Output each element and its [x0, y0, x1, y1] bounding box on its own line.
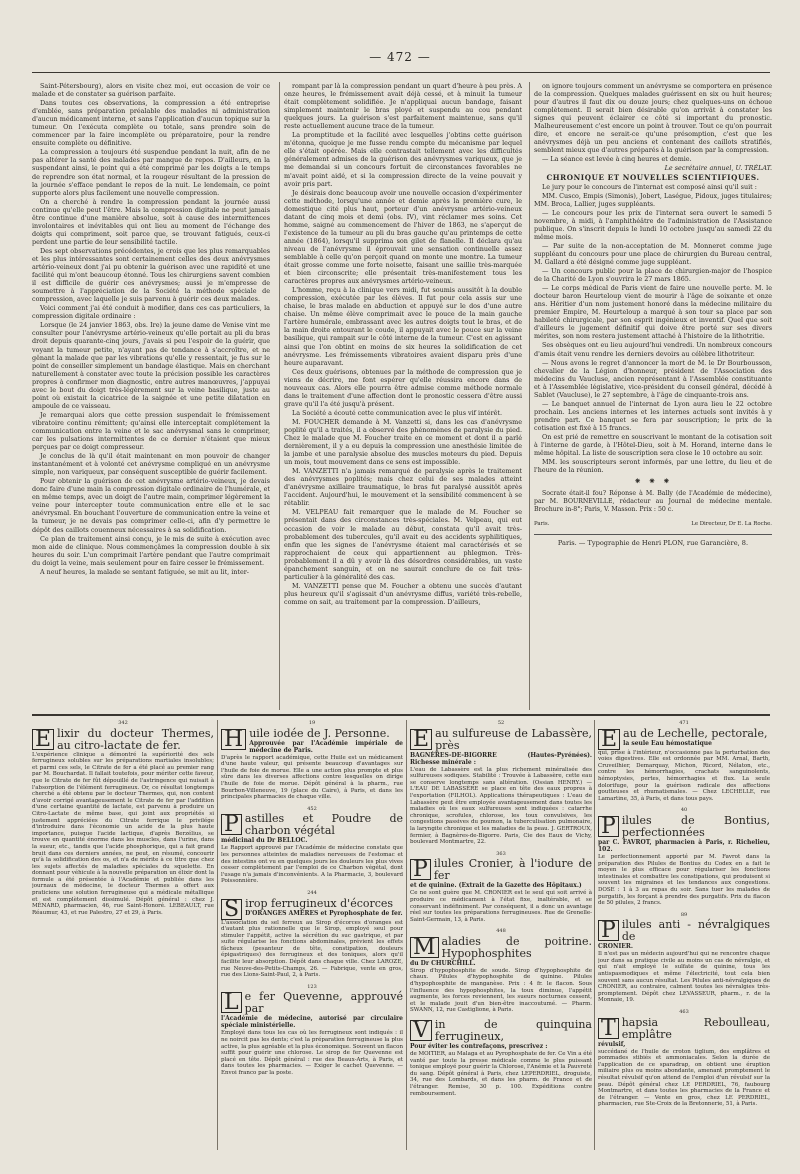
paragraph: M. FOUCHER demande à M. Vanzetti si, dans les cas d'anévrysme poplité qu'il a traités, il a observé des phénomènes de paralysie du pied. Chez le malade que M. Foucher traite en ce moment et dont il a parlé dernièrement, il y a eu depuis la compression une anesthésie limitée de la jambe et une paralysie absolue des muscles moteurs du pied. Depuis un mois, tout mouvement dans ce sens est impossible.	[284, 417, 522, 467]
ads-divider	[217, 720, 218, 1150]
advertisement	[32, 720, 214, 916]
ad-number: 40	[680, 807, 688, 814]
advertisement	[598, 1009, 770, 1108]
ads-divider	[594, 720, 595, 1150]
advertisement	[598, 807, 770, 906]
paragraph: L'homme, reçu à la clinique vers midi, fut soumis aussitôt à la double compression, exécutée par les élèves. Il fut pour cela assis sur une chaise, le bras malade en abduction et appuyé sur le dos d'une autre chaise. Un même élève comprimait avec le pouce de la main gauche l'artère humérale, embrassant avec les autres doigts tout le bras, et de la main droite entourant le coude, il appuyait avec le pouce sur la veine basilique, qui rampait sur le côté interne de la tumeur. C'est en agissant ainsi que l'on obtint en moins de six heures la solidification de cet anévrysme. Les frémissements vibratoires avaient disparu près d'une heure auparavant.	[284, 286, 522, 367]
news-item: On est prié de remettre en souscrivant le montant de la cotisation soit à l'interne de garde, à l'Hôtel-Dieu, soit à M. Horand, interne dans le même hôpital. La liste de souscription sera close le 10 octobre au soir.	[534, 432, 772, 458]
ad-subtitle: médicinal du Dr BELLOC.	[221, 837, 308, 845]
ad-initial: S	[221, 899, 242, 920]
ad-title: au de Lechelle, pectorale,	[623, 726, 768, 740]
news-item: — Le corps médical de Paris vient de faire une nouvelle perte. M. le docteur baron Heurteloup vient de mourir à l'âge de soixante et onze ans. Héritier d'un nom justement honoré dans la médecine militaire du premier Empire, M. Heurteloup a marqué à son tour sa place par son habileté chirurgicale, par son esprit ingénieux et inventif. Quel que soit d'ailleurs le jugement définitif qui doive être porté sur ses divers mérites, son nom restera justement attaché à l'histoire de la lithotritie.	[534, 284, 772, 341]
ad-body: L'eau de Labassère est la plus richement minéralisée des sulfureuses sodiques. Stabilité : Trouvée à Labassère, cette eau se conserve longtemps sans altération. (Ossian HENRY.) — L'EAU DE LABASSÈRE se place en tête des eaux propres à l'exportation (FILHOL). Applications thérapeutiques : L'eau de Labassère peut être employée avantageusement dans toutes les maladies où les eaux sulfureuses sont indiquées : catarrhe chronique, scrofules, chlorose, les toux convulsives, les congestions passives du poumon, la tuberculisation pulmonaire, la laryngite chronique et les maladies de la peau. J. GERTROUX, fermier, à Bagnères-de-Bigorre. Paris, Cie des Eaux de Vichy, boulevard Montmartre, 22.	[410, 766, 592, 846]
paragraph: — La séance est levée à cinq heures et demie.	[542, 155, 692, 164]
ad-initial: P	[221, 814, 242, 835]
ad-number: 363	[496, 850, 506, 857]
news-item: MM. les souscripteurs seront informés, par une lettre, du lieu et de l'heure de la réunion.	[534, 458, 772, 475]
ad-subtitle: et de quinine. (Extrait de la Gazette des Hôpitaux.)	[410, 882, 582, 890]
ad-initial: T	[598, 1018, 619, 1039]
news-item: — Le concours pour les prix de l'internat sera ouvert le samedi 5 novembre, à midi, à l'amphithéâtre de l'administration de l'Assistance publique. On s'inscrit depuis le lundi 10 octobre jusqu'au samedi 22 du même mois.	[534, 208, 772, 241]
ad-number: 463	[679, 1009, 689, 1016]
paragraph: on ignore toujours comment un anévrysme se comportera en présence de la compression. Quelques malades guérissent en six ou huit heures; pour d'autres il faut dix ou douze jours; chez quelques-uns on échoue complètement. Il serait bien désirable qu'on arrivât à constater les signes qui peuvent éclairer ce côté si important du pronostic. Malheureusement c'est encore un point à trouver. Tout ce qu'on pourrait dire, et encore ne serait-ce qu'une présomption, c'est que les anévrysmes déjà un peu anciens et contenant des caillots stratifiés, semblent mieux que d'autres préparés à la guérison par la compression.	[534, 82, 772, 155]
ad-subtitle: Approuvée par l'Académie impériale de médecine de Paris.	[249, 739, 403, 754]
ad-initial: P	[598, 920, 619, 941]
ad-initial: P	[410, 859, 431, 880]
ad-number: 471	[679, 720, 689, 726]
news-item: Le jury pour le concours de l'internat est composé ainsi qu'il suit :	[542, 182, 757, 191]
paragraph: Des sept observations précédentes, je crois que les plus remarquables et les plus intéressantes sont certainement celles des deux anévrysmes artério-veineux dont j'ai pu obtenir la guérison avec une rapidité et une facilité qui m'ont beaucoup étonné. Tous les chirurgiens savent combien il est difficile de guérir ces anévrysmes; aussi je m'empresse de soumettre à l'appréciation de la Société la méthode spéciale de compression, avec laquelle je suis parvenu à guérir ces deux malades.	[32, 246, 270, 304]
news-item: Ses obsèques ont eu lieu aujourd'hui vendredi. Un nombreux concours d'amis était venu rendre les derniers devoirs au célèbre lithotriteur.	[534, 341, 772, 358]
news-item: — Un concours public pour la place de chirurgien-major de l'hospice de la Charité de Lyon s'ouvrira le 27 mars 1865.	[534, 267, 772, 284]
paragraph: rompant par là la compression pendant un quart d'heure à peu près. A onze heures, le frémissement avait déjà cessé, et à minuit la tumeur était complètement solidifiée. Je n'appliquai aucun bandage, faisant simplement maintenir le bras ployé et suspendu au cou pendant quelques jours. La guérison s'est parfaitement maintenue, sans qu'il reste actuellement aucune trace de la tumeur.	[284, 82, 522, 131]
ad-body: Le perfectionnement apporté par M. Favrot dans la préparation des Pilules de Bontius du Codex en a fait le moyen le plus efficace pour régulariser les fonctions intestinales et combattre les constipations, qui produisent si souvent les migraines et les tendances aux congestions. DOSE : 1 à 3 au repas du soir. Sans tuer les malades de purgatifs, les forçant à prendre des purgatifs. Prix du flacon de 50 pilules, 2 francs.	[598, 853, 770, 907]
advertisement	[221, 806, 403, 885]
ad-headline	[598, 1017, 770, 1041]
ad-title: ilules anti - névralgiques de	[621, 918, 770, 944]
ads-column-1	[32, 720, 214, 1150]
news-item: — Par suite de la non-acceptation de M. Monneret comme juge suppléant du concours pour une place de chirurgien du Bureau central, M. Gallard a été désigné comme juge suppléant.	[534, 241, 772, 266]
ad-headline	[598, 919, 770, 943]
ad-headline	[221, 813, 403, 837]
ad-subtitle: D'ORANGES AMÈRES et Pyrophosphate de fer.	[245, 909, 403, 917]
ad-headline	[221, 991, 403, 1015]
ad-number: 342	[118, 720, 128, 726]
secretary-signature: Le secrétaire annuel, U. TRÉLAT.	[664, 164, 772, 173]
ad-body: Il n'est pas un médecin aujourd'hui qui ne rencontre chaque jour dans sa pratique civile au moins un cas de névralgie, et qui n'ait employé le sulfate de quinine, tous les antispasmodiques et même l'électricité, tout cela bien souvent sans aucun résultat. Les Pilules anti-névralgiques de CRONIER, au contraire, calment toutes les névralgies très-promptement. Dépôt chez LEVASSEUR, pharm., r. de la Monnaie, 19.	[598, 951, 770, 1004]
column-1	[32, 82, 270, 710]
ad-body: Ce ne sont guère que M. CRONIER est le seul qui soit arrivé à produire ce médicament à l'état fixe, inaltérable, et se conservant indéfiniment. Par conséquent, il a donc un avantage réel sur toutes les préparations ferrugineuses. Rue de Grenelle-Saint-Germain, 13, à Paris.	[410, 890, 592, 923]
paragraph: Ces deux guérisons, obtenues par la méthode de compression que je viens de décrire, me font espérer qu'elle réussira encore dans de nouveaux cas. Alors elle pourra être admise comme méthode normale dans le traitement d'une affection dont le pronostic cessera d'être aussi grave qu'il l'a été jusqu'à présent.	[284, 367, 522, 408]
paragraph: On a cherché à rendre la compression pendant la journée aussi continue qu'elle peut l'être. Mais la compression digitale ne peut jamais être continue d'une manière absolue, soit à cause des intermittences involontaires et inévitables qui ont lieu au moment de l'échange des doigts qui compriment, soit parce que, se trouvant fatigués, ceux-ci perdent une partie de leur sensibilité tactile.	[32, 197, 270, 246]
advertisement	[410, 1019, 592, 1097]
ad-title: ilules de Bontius, perfectionnées	[621, 813, 770, 839]
column-2	[284, 82, 522, 710]
paragraph: Je remarquai alors que cette pression suspendait le frémissement vibratoire continu rémittent; qu'ainsi elle interceptait complétement la communication entre la veine et le sac anévrysmal sans le comprimer, car les pulsations intermittentes de ce dernier n'étaient que mieux perçues par ce doigt compresseur.	[32, 410, 270, 452]
ad-title: lixir du docteur Thermes, au citro-lactate de fer.	[57, 726, 214, 752]
ad-subtitle: l'Académie de médecine, autorisé par circulaire spéciale ministérielle.	[221, 1015, 403, 1030]
ad-initial: E	[32, 729, 54, 750]
column-divider	[529, 82, 530, 710]
ad-number: 52	[497, 720, 505, 726]
printer-line: Paris. — Typographie de Henri PLON, rue Garancière, 8.	[534, 534, 772, 547]
ad-title: uile iodée de J. Personne.	[249, 726, 390, 740]
ad-body: Sirop d'hypophosphite de soude. Sirop d'hypophosphite de chaux. Pilules d'hypophosphite de quinine. Pilules d'hypophosphite de manganèse. Prix : 4 fr. le flacon. Sous l'influence des hypophosphites, la toux diminue, l'appétit augmente, les forces reviennent, les sueurs nocturnes cessent, et le malade jouit d'un bien-être inaccoutumé. — Pharm. SWANN, 12, rue Castiglione, à Paris.	[410, 967, 592, 1014]
footer-line	[534, 520, 772, 528]
ads-divider	[406, 720, 407, 1150]
ad-initial: H	[221, 729, 246, 750]
ad-body: D'après le rapport académique, cette Huile est un médicament d'une haute valeur, qui présente beaucoup d'avantages sur l'huile de foie de morue. Elle a une action plus prompte et plus sûre dans les diverses affections contre lesquelles on dirige l'huile de foie de morue. Dépôt général à la pharm., rue Bourbon-Villeneuve, 19 (place du Caire), à Paris, et dans les principales pharmacies de chaque ville.	[221, 754, 403, 801]
ad-body: succédané de l'huile de croton tiglium, des emplâtres et pommades stibiés et ammoniacales. Selon la durée de l'application de ce sparadrap, on obtient une éruption miliaire plus ou moins abondante, amenant promptement le résultat révulsif qu'on attend de l'emploi d'un révulsif sur la peau. Dépôt général chez LE PERDRIEL, 76, faubourg Montmartre, et dans toutes les pharmacies de la France et de l'étranger. — Vente en gros, chez LE PERDRIEL, pharmacien, rue Ste-Croix de la Bretonnerie, 51, à Paris.	[598, 1048, 770, 1108]
ad-title: irop ferrugineux d'écorces	[245, 896, 394, 910]
news-item: MM. Cusco, Empis (Simonis), Jobert, Laségue, Pidoux, juges titulaires; MM. Broca, Lallier, juges suppléants.	[534, 191, 772, 208]
paragraph: Je désirais donc beaucoup avoir une nouvelle occasion d'expérimenter cette méthode, lorsqu'une année et demie après la première cure, le domestique cité plus haut, porteur d'un anévrysme artério-veineux datant de cinq mois et demi (obs. IV), vint réclamer mes soins. Cet homme, saigné au commencement de l'hiver de 1863, ne s'aperçut de l'existence de la tumeur au pli du bras gauche qu'au printemps de cette année (1864), lorsqu'il supprima son gilet de flanelle. Il déclara qu'au niveau de l'anévrysme il éprouvait une sensation continuelle assez semblable à celle qu'on perçoit quand on monte une montre. La tumeur était grosse comme une forte noisette, faisant une saillie très-marquée et bien circonscrite; elle présentait très-manifestement tous les caractères propres aux anévrysmes artério-veineux.	[284, 188, 522, 286]
advertisement	[221, 890, 403, 979]
paragraph: M. VANZETTI n'a jamais remarqué de paralysie après le traitement des anévrysmes poplités; mais chez celui de ses malades atteint d'anévrysme axillaire traumatique, le bras fut paralysé aussitôt après l'accident. Aujourd'hui, le mouvement et la sensibilité commencent à se rétablir.	[284, 467, 522, 508]
paragraph: La Société a écouté cette communication avec le plus vif intérêt.	[292, 408, 503, 417]
ads-column-3	[410, 720, 592, 1150]
ad-body: L'expérience clinique a démontré la supériorité des sels ferrugineux solubles sur les préparations martiales insolubles; et parmi ces sels, le Citrate de fer a été placé au premier rang par M. Bouchardat. Il fallait toutefois, pour mériter cette faveur, que le Citrate de fer fût dépouillé de l'astringence qui nuisait à l'absorption de l'élément ferrugineux. Or, ce résultat longtemps cherché a été obtenu par le docteur Thermes, qui, non content d'avoir corrigé avantageusement le Citrate de fer par l'addition d'une certaine quantité de lactate, est parvenu à produire un Citro-Lactate de même base, qui joint aux propriétés si justement appréciées du Citrate ferrique le privilége d'introduire dans l'économie un acide de la plus haute importance, puisque l'acide lactique, d'après Berzélius, se trouve en quantité énorme dans les muscles, dans l'urine, dans la sueur, etc., tandis que l'acide phosphorique, qui a fait grand bruit dans ces derniers années, ne peut, en résumé, concourir qu'à la solidification des os, et n'a de mérite à ce titre que chez les sujets affectés de maladies spéciales du squelette. En donnant pour véhicule à la nouvelle préparation un élixir dont la formule a été présentée à l'Académie et publiée dans les journaux de médecine, le docteur Thermes a offert aux praticiens une solution ferrugineuse qui a médicale métallique et est complètement dissimulé. Dépôt général : chez J. MÉNARD, pharmacien, 46, rue Saint-Honoré. LEBEAULT, rue Réaumur, 43, et rue Palestro, 27 et 29, à Paris.	[32, 751, 214, 916]
ad-subtitle: révulsif,	[598, 1040, 626, 1048]
books-received: Socrate était-il fou? Réponse à M. Bally (de l'Académie de médecine), par M. BOURNEVILLE, rédacteur au Journal de médecine mentale. Brochure in-8°; Paris, V. Masson. Prix : 50 c.	[534, 490, 772, 514]
ads-column-4	[598, 720, 770, 1150]
advertisement	[598, 912, 770, 1004]
advertisement	[410, 928, 592, 1014]
paragraph: La compression a toujours été suspendue pendant la nuit, afin de ne pas altérer la santé des malades par manque de repos. D'ailleurs, en la suspendant ainsi, le point qui a été comprimé par les doigts a le temps de reprendre son état normal, et la rougeur résultant de la pression de la journée s'efface pendant le repos de la nuit. Le lendemain, ce point supporte alors plus facilement une nouvelle compression.	[32, 148, 270, 197]
ad-number: 123	[307, 983, 317, 990]
footer-left: Paris.	[534, 521, 550, 528]
paragraph: La promptitude et la facilité avec lesquelles j'obtins cette guérison m'étonna, quoique je me fusse rendu compte du mécanisme par lequel elle s'était opérée. Mais elle contrastait tellement avec les difficultés généralement admises de la guérison des anévrysmes variqueux, que je me demandai si un concours fortuit de circonstances favorables ne m'avait point aidé, et si la compression directe de la veine pouvait y avoir pris part.	[284, 131, 522, 188]
advertisement	[598, 720, 770, 802]
section-title: CHRONIQUE ET NOUVELLES SCIENTIFIQUES.	[546, 172, 760, 182]
ad-title: hapsia Reboulleau, emplâtre	[621, 1015, 770, 1041]
advertisement	[410, 720, 592, 846]
ad-headline	[32, 728, 214, 752]
paragraph: Voici comment j'ai été conduit à modifier, dans ces cas particuliers, la compression digitale ordinaire :	[32, 304, 270, 321]
ad-initial: V	[410, 1020, 432, 1041]
advertisement	[221, 984, 403, 1077]
ad-initial: P	[598, 816, 619, 837]
director-signature: Le Directeur, Dr E. La Roche.	[691, 521, 772, 528]
ad-headline	[410, 858, 592, 882]
page-number: — 472 —	[369, 50, 431, 64]
ad-subtitle: du Dr CHURCHILL.	[410, 959, 476, 967]
ad-title: in de quinquina ferrugineux,	[434, 1018, 592, 1044]
ad-initial: M	[410, 937, 439, 958]
ad-title: au sulfureuse de Labassère, près	[435, 726, 592, 752]
ad-headline	[598, 815, 770, 839]
ads-column-2	[221, 720, 403, 1150]
paragraph: M. VELPEAU fait remarquer que le malade de M. Foucher se présentait dans des circonstances très-spéciales. M. Velpeau, qui eut occasion de voir le malade au début, constata qu'il avait très-probablement des tubercules, qu'il avait eu des accidents syphilitiques, enfin que les signes de l'anévrysme étaient mal caractérisés et se rapprochaient de ceux qui appartiennent au phlegmon. Très-probablement il a dû y avoir là des désordres considérables, un vaste épanchement sanguin, et on ne saurait conclure de ce fait très-particulier à la généralité des cas.	[284, 508, 522, 581]
column-3	[534, 82, 772, 710]
ad-body: Le Rapport approuvé par l'Académie de médecine constate que les personnes atteintes de maladies nerveuses de l'estomac et des intestins ont vu en quelques jours les douleurs les plus vives cesser complètement par l'emploi de ce Charbon végétal, dont l'usage n'a jamais d'inconvénients. A la Pharmacie, 3, boulevard Poissonnière.	[221, 845, 403, 885]
paragraph: Je conclus de là qu'il était maintenant en mon pouvoir de changer instantanément et à volonté cet anévrysme compliqué en un anévrysme simple, non variqueux, par conséquent susceptible de guérir facilement.	[32, 452, 270, 477]
ad-number: 19	[308, 720, 316, 726]
ad-headline	[410, 936, 592, 960]
ad-body: qui, prise à l'intérieur, n'occasionne pas la perturbation des voies digestives. Elle est ordonnée par MM. Arnal, Barth, Cruveilhier, Demarquay, Michon, Ricord, Nélaton, etc., contre les hémorrhagies, crachats sanguinolents, hémoptysies, pertes, hémorrhagies et flux. La seule dolorifuge, pour la guérison radicale des affections goutteuses et rhumatismales. — Chez LECHELLE, rue Lamartine, 35, à Paris, et dans tous pays.	[598, 749, 770, 802]
ad-body: L'association du sel ferreux au Sirop d'écorces d'oranges est d'autant plus rationnelle que le Sirop, employé seul pour stimuler l'appétit, active la sécrétion du suc gastrique, et par suite régularise les fonctions abdominales, prévient les effets fâcheux (pesanteur de tête, constipation, douleurs épigastriques) des ferrugineux et des toniques, alors qu'il facilite leur absorption. Dépôt dans chaque ville. Chez LAROZE, rue Neuve-des-Petits-Champs, 26. — Fabrique, vente en gros, rue des Lions-Saint-Paul, 2, à Paris.	[221, 919, 403, 979]
ad-body: de MOITIER, au Malaga et au Pyrophosphate de fer. Ce Vin a été vanté par toute la presse médicale comme le plus puissant tonique employé pour guérir la Chlorose, l'Anémie et la Pauvreté du sang. Dépôt général à Paris, chez LEPERDRIEL, droguiste, 34, rue des Lombards, et dans les pharm. de France et de l'étranger. Remise, 30 p. 100. Expéditions contre remboursement.	[410, 1051, 592, 1097]
ad-body: Employé dans tous les cas où les ferrugineux sont indiqués : il ne noircit pas les dents; c'est la préparation ferrugineuse la plus active, la plus agréable et la plus économique. Souvent un flacon suffit pour guérir une chlorose. Le sirop de fer Quevenne est placé en tête. Dépôt général : rue des Beaux-Arts, à Paris, et dans toutes les pharmacies. — Exiger le cachet Quevenne. — Envoi franco par la poste.	[221, 1030, 403, 1076]
ad-subtitle: CRONIER.	[598, 943, 633, 951]
ad-title: ilules Cronier, à l'iodure de fer	[433, 857, 592, 883]
paragraph: Ce plan de traitement ainsi conçu, je le mis de suite à exécution avec mon aide de clinique. Nous commençâmes la compression double à six heures du soir. L'un comprimait l'artère pendant que l'autre comprimait du doigt la veine, mais seulement pour en faire cesser le frémissement.	[32, 534, 270, 567]
ad-title: aladies de poitrine. Hypophosphites	[441, 934, 592, 960]
ad-headline	[410, 728, 592, 752]
ad-number: 452	[307, 805, 317, 812]
column-divider	[279, 82, 280, 710]
news-item: — Nous avons le regret d'annoncer la mort de M. le Dr Bourbousson, chevalier de la Légion d'honneur, président de l'Association des médecins du Vaucluse, ancien représentant à l'Assemblée constituante et à l'Assemblée législative, vice-président du conseil général, décédé à Sablet (Vaucluse), le 27 septembre, à l'âge de cinquante-trois ans.	[534, 358, 772, 399]
advertisement	[410, 851, 592, 924]
advertisement	[221, 720, 403, 801]
news-item: — Le banquet annuel de l'internat de Lyon aura lieu le 22 octobre prochain. Les anciens internes et les internes actuels sont invités à y prendre part. Ce banquet se fera par souscription; le prix de la cotisation est fixé à 15 francs.	[534, 399, 772, 432]
ad-number: 448	[496, 928, 506, 935]
paragraph: Pour obtenir la guérison de cet anévrysme artério-veineux, je devais donc faire d'une main la compression digitale ordinaire de l'humérale, et en même temps, avec un doigt de l'autre main, comprimer légèrement la veine pour intercepter toute communication entre elle et le sac anévrysmal. En bouchant l'ouverture de communication entre la veine et la tumeur, je ne devais pas comprimer celle-ci, afin d'y permettre le dépôt des caillots couenneux nécessaires à sa solidification.	[32, 477, 270, 534]
ad-initial: L	[221, 992, 242, 1013]
ad-subtitle: BAGNÈRES-DE-BIGORRE (Hautes-Pyrénées). Richesse minérale :	[410, 751, 592, 766]
paragraph: M. VANZETTI pense que M. Foucher a obtenu une succès d'autant plus heureux qu'il s'agissait d'un anévrysme diffus, variété très-rebelle, comme on sait, au traitement par la compression. D'ailleurs,	[284, 581, 522, 606]
paragraph: Saint-Pétersbourg), alors en visite chez moi, eut occasion de voir ce malade et de constater sa guérison parfaite.	[32, 82, 270, 99]
ad-headline	[410, 1019, 592, 1043]
ad-subtitle: Pour éviter les contrefaçons, prescrivez :	[410, 1043, 548, 1051]
ornament: ⁕ ⁕ ⁕	[633, 477, 673, 488]
ad-initial: E	[598, 729, 620, 750]
ad-number: 244	[307, 889, 317, 896]
ad-title: astilles et Poudre de charbon végétal	[244, 812, 403, 838]
paragraph: A neuf heures, la malade se sentant fatiguée, se mit au lit, inter-	[40, 567, 249, 576]
ad-number: 89	[680, 911, 688, 918]
ad-subtitle: par C. FAVROT, pharmacien à Paris, r. Richelieu, 102.	[598, 838, 770, 853]
ads-separator-rule	[32, 714, 770, 716]
ad-title: e fer Quevenne, approuvé par	[244, 990, 403, 1016]
ad-subtitle: la seule Eau hémostatique	[623, 739, 712, 747]
header-rule	[32, 72, 770, 73]
ad-initial: E	[410, 729, 432, 750]
paragraph: Dans toutes ces observations, la compression a été entreprise d'emblée, sans préparation préalable des malades ni administration d'aucun médicament interne, et sans l'application d'aucun topique sur la tumeur. On l'exécuta complète ou totale, sans prendre soin de commencer par la faire incomplète ou préparatoire, pour la rendre ensuite complète ou définitive.	[32, 99, 270, 148]
paragraph: Lorsque (le 24 janvier 1863, obs. Ire) la jeune dame de Venise vint me consulter pour l'anévrysme artério-veineux qu'elle portait au pli du bras droit depuis quarante-cinq jours, j'avais si peu l'espoir de la guérir, que voyant la tumeur petite, n'ayant pas de tendance à s'accroître, et ne gênant la malade que par les vibrations qu'elle y ressentait, je fus sur le point de conseiller simplement un bandage élastique. Mais en cherchant naturellement à constater avec toute la précision possible les caractères propres à confirmer mon diagnostic, entre autres manœuvres, j'appuyai avec le bout du doigt très-légèrement sur la veine basilique, juste au point où existait la cicatrice de la saignée et une petite dilatation en ampoule de ce vaisseau.	[32, 321, 270, 410]
